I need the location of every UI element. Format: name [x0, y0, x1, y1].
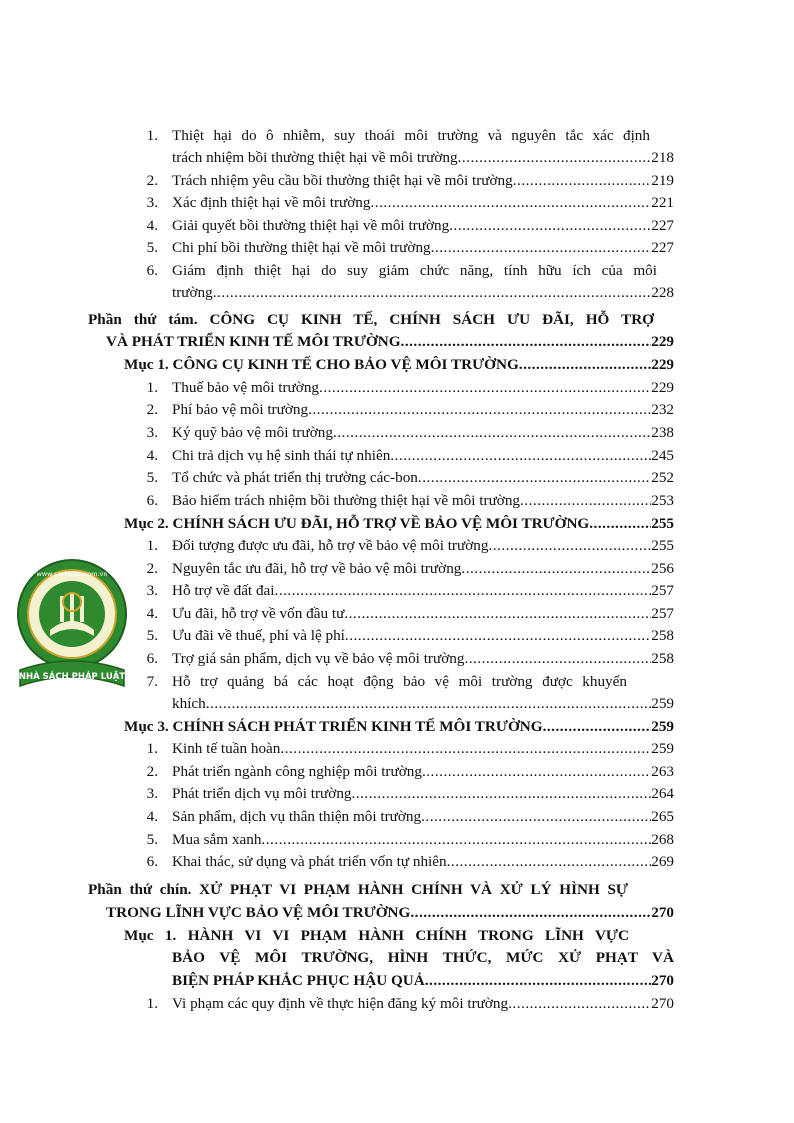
toc-entry[interactable]: 1. Thuế bảo vệ môi trường ..... 229 — [0, 376, 794, 400]
toc-section-heading-cont[interactable]: BẢO VỆ MÔI TRƯỜNG, HÌNH THỨC, MỨC XỬ PHẠT VÀ — [172, 949, 674, 966]
toc-entry[interactable]: 1. Đối tượng được ưu đãi, hỗ trợ về bảo vệ môi trường ..... 255 — [0, 534, 794, 558]
toc-entry[interactable]: 6. Khai thác, sử dụng và phát triển vốn tự nhiên ..... 269 — [0, 850, 794, 874]
toc-entry-cont[interactable]: khích ..... 259 — [0, 692, 794, 716]
toc-entry[interactable]: 4. Ưu đãi, hỗ trợ về vốn đầu tư ..... 257 — [0, 602, 794, 626]
toc-entry[interactable]: 3. Hỗ trợ về đất đai ..... 257 — [0, 579, 794, 603]
toc-entry[interactable]: 2. Trách nhiệm yêu cầu bồi thường thiệt hại về môi trường ..... 219 — [0, 169, 794, 193]
toc-part-heading[interactable]: Phần thứ chín. XỬ PHẠT VI PHẠM HÀNH CHÍNH VÀ XỬ LÝ HÌNH SỰ — [88, 881, 628, 898]
toc-entry[interactable]: 4. Sản phẩm, dịch vụ thân thiện môi trường ..... 265 — [0, 805, 794, 829]
toc-entry[interactable]: 5. Mua sắm xanh ..... 268 — [0, 828, 794, 852]
toc-entry-cont[interactable]: trường ..... 228 — [0, 281, 794, 305]
toc-entry[interactable]: 5. Chi phí bồi thường thiệt hại về môi trường ..... 227 — [0, 236, 794, 260]
toc-entry[interactable]: 1. Kinh tế tuần hoàn ..... 259 — [0, 737, 794, 761]
toc-entry[interactable]: 5. Tổ chức và phát triển thị trường các-bon ..... 252 — [0, 466, 794, 490]
toc-part-heading[interactable]: Phần thứ tám. CÔNG CỤ KINH TẾ, CHÍNH SÁCH ƯU ĐÃI, HỖ TRỢ — [88, 311, 654, 328]
svg-text:www.sachluat.com.vn: www.sachluat.com.vn — [36, 570, 108, 578]
toc-entry[interactable]: 3. Ký quỹ bảo vệ môi trường ..... 238 — [0, 421, 794, 445]
toc-part-heading-cont[interactable]: VÀ PHÁT TRIỂN KINH TẾ MÔI TRƯỜNG ..... 229 — [0, 330, 794, 354]
toc-entry[interactable]: 3. Phát triển dịch vụ môi trường ..... 264 — [0, 782, 794, 806]
toc-section-heading[interactable]: Mục 3. CHÍNH SÁCH PHÁT TRIỂN KINH TẾ MÔI TRƯỜNG ..... 259 — [0, 715, 794, 739]
toc-entry[interactable]: 6. Bảo hiểm trách nhiệm bồi thường thiệt hại về môi trường ..... 253 — [0, 489, 794, 513]
toc-entry[interactable]: 3. Xác định thiệt hại về môi trường ..... 221 — [0, 191, 794, 215]
toc-section-heading-cont[interactable]: BIỆN PHÁP KHẮC PHỤC HẬU QUẢ ..... 270 — [0, 969, 794, 993]
toc-entry[interactable]: 1. Thiệt hại do ô nhiễm, suy thoái môi trường và nguyên tắc xác định — [146, 127, 650, 144]
svg-text:NHÀ SÁCH PHÁP LUẬT: NHÀ SÁCH PHÁP LUẬT — [18, 672, 126, 682]
toc-entry[interactable]: 6. Trợ giá sản phẩm, dịch vụ về bảo vệ môi trường ..... 258 — [0, 647, 794, 671]
toc-entry[interactable]: 4. Chi trả dịch vụ hệ sinh thái tự nhiên ..... 245 — [0, 444, 794, 468]
toc-section-heading[interactable]: Mục 1. CÔNG CỤ KINH TẾ CHO BẢO VỆ MÔI TRƯỜNG ..... 229 — [0, 353, 794, 377]
toc-entry-cont[interactable]: trách nhiệm bồi thường thiệt hại về môi trường ..... 218 — [0, 146, 794, 170]
toc-entry[interactable]: 5. Ưu đãi về thuế, phí và lệ phí ..... 258 — [0, 624, 794, 648]
toc-entry[interactable]: 2. Phát triển ngành công nghiệp môi trường ..... 263 — [0, 760, 794, 784]
toc-part-heading-cont[interactable]: TRONG LĨNH VỰC BẢO VỆ MÔI TRƯỜNG ..... 270 — [0, 901, 794, 925]
toc-entry[interactable]: 1. Vi phạm các quy định về thực hiện đăng ký môi trường ..... 270 — [0, 992, 794, 1016]
toc-entry[interactable]: 6. Giám định thiệt hại do suy giảm chức năng, tính hữu ích của môi — [146, 262, 657, 279]
toc-section-heading[interactable]: Mục 2. CHÍNH SÁCH ƯU ĐÃI, HỖ TRỢ VỀ BẢO VỆ MÔI TRƯỜNG ..... 255 — [0, 512, 794, 536]
toc-entry[interactable]: 7. Hỗ trợ quảng bá các hoạt động bảo vệ môi trường được khuyến — [146, 673, 627, 690]
toc-entry[interactable]: 4. Giải quyết bồi thường thiệt hại về môi trường ..... 227 — [0, 214, 794, 238]
toc-section-heading[interactable]: Mục 1. HÀNH VI VI PHẠM HÀNH CHÍNH TRONG LĨNH VỰC — [124, 927, 629, 944]
toc-entry[interactable]: 2. Nguyên tắc ưu đãi, hỗ trợ về bảo vệ môi trường ..... 256 — [0, 557, 794, 581]
toc-entry[interactable]: 2. Phí bảo vệ môi trường ..... 232 — [0, 398, 794, 422]
